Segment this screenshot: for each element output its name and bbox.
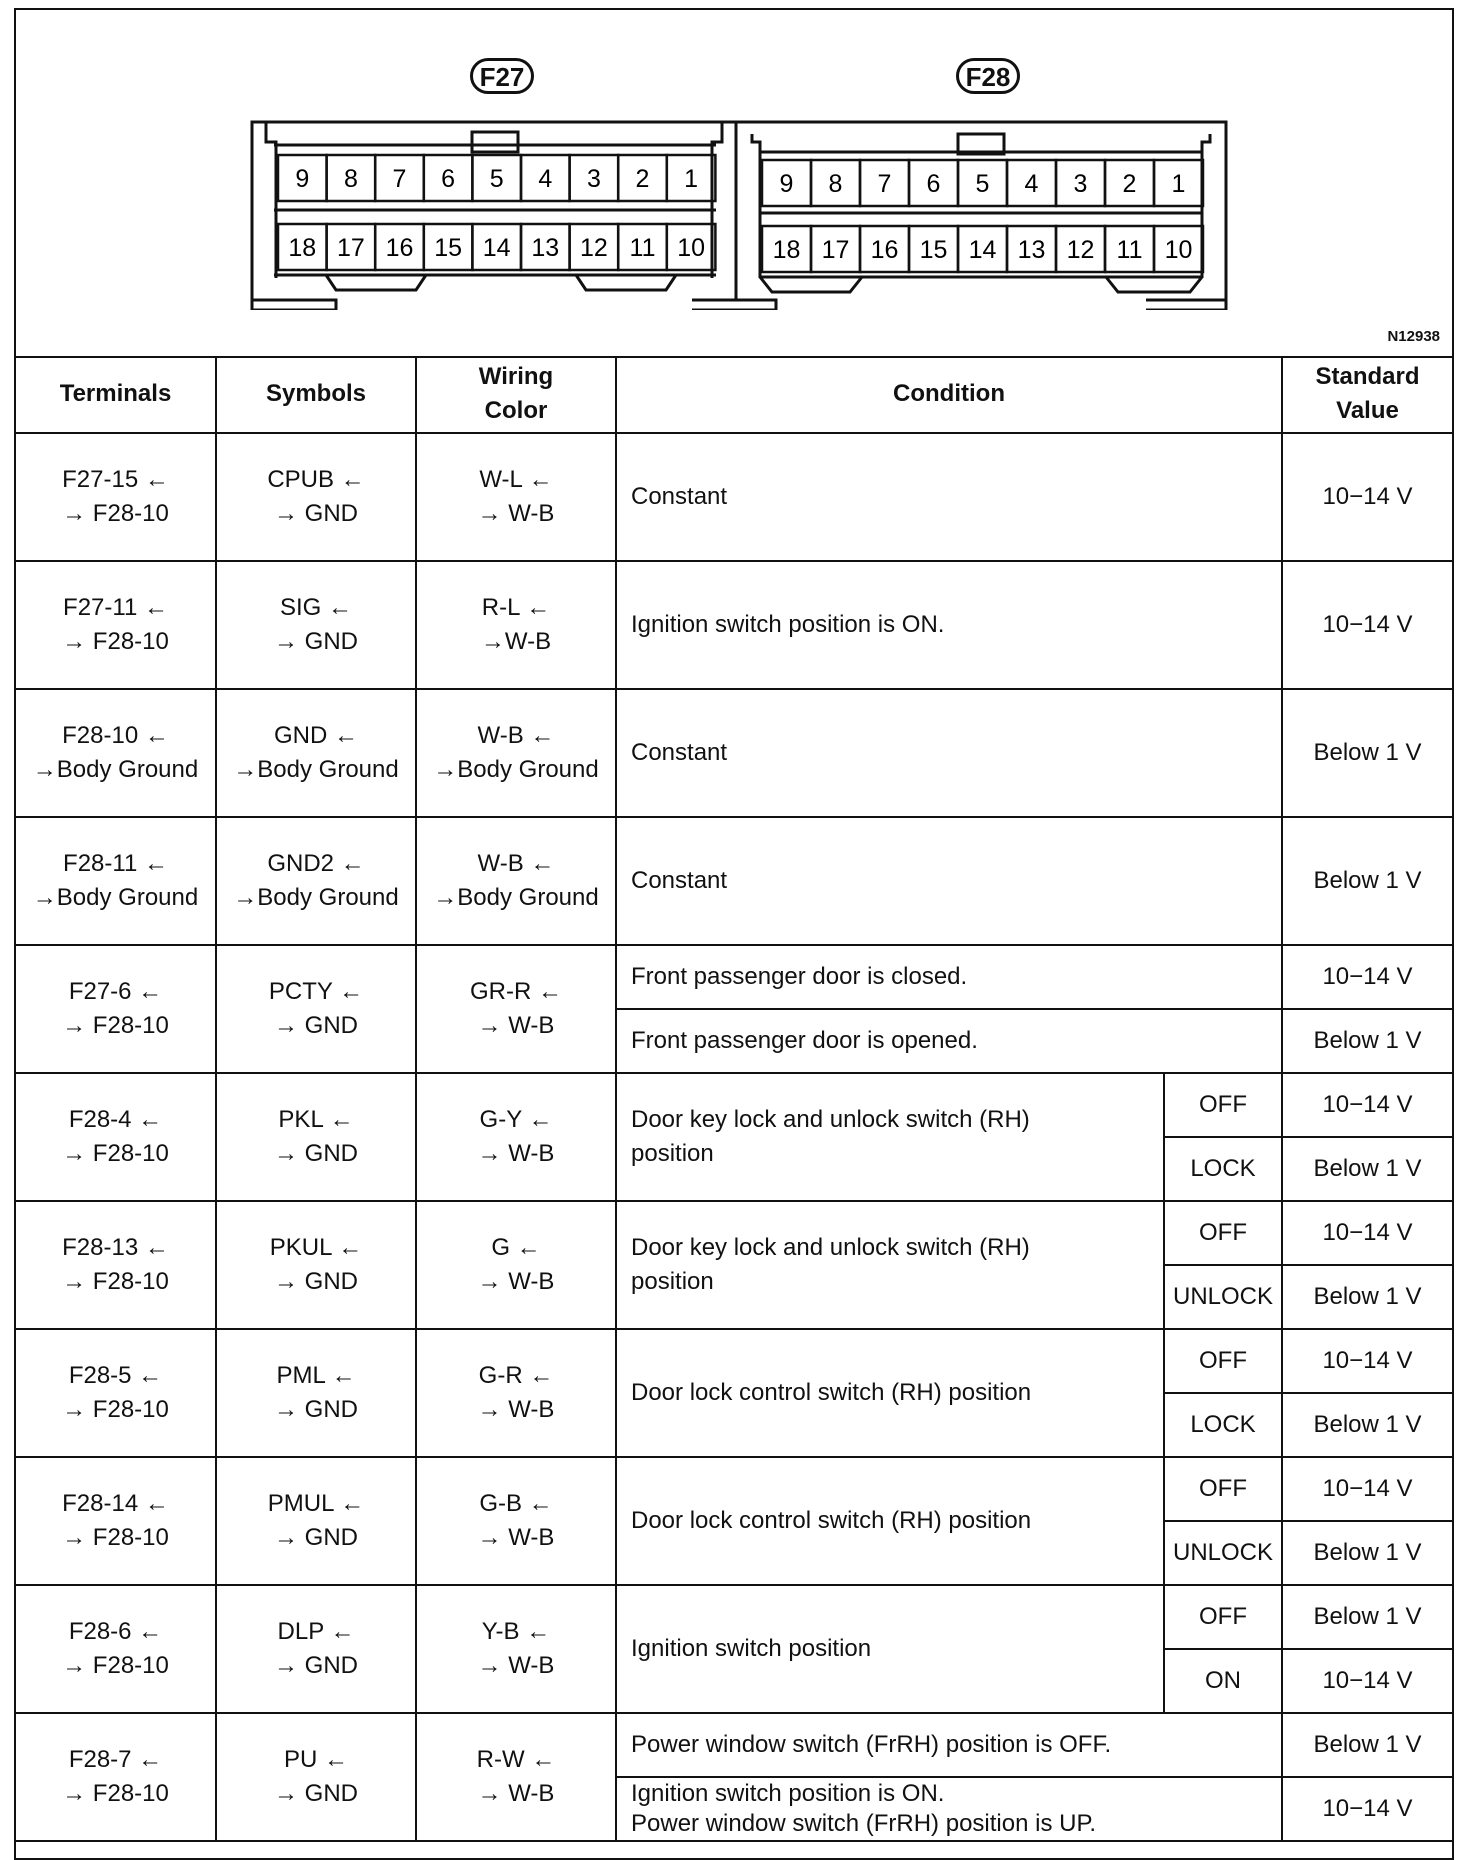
pin-number-bottom: 12 xyxy=(579,234,608,262)
standard-value-cell: 10−14 V xyxy=(1282,1073,1452,1137)
wiring-color-cell: W-L ← → W-B xyxy=(416,433,616,561)
connector-diagram xyxy=(16,10,1452,358)
pin-number-top: 4 xyxy=(538,165,553,193)
pin-number-top: 6 xyxy=(441,165,456,193)
pin-number-bottom: 14 xyxy=(968,236,997,264)
pin-number-top: 5 xyxy=(489,165,504,193)
condition-cell: Door lock control switch (RH) position xyxy=(616,1457,1164,1585)
pin-number-bottom: 11 xyxy=(629,234,656,262)
standard-value-cell: Below 1 V xyxy=(1282,817,1452,945)
pin-number-top: 6 xyxy=(926,170,941,198)
standard-value-cell: 10−14 V xyxy=(1282,1457,1452,1521)
standard-value-cell: Below 1 V xyxy=(1282,1393,1452,1457)
wiring-color-cell: G-R ← → W-B xyxy=(416,1329,616,1457)
standard-value-cell: 10−14 V xyxy=(1282,433,1452,561)
condition-cell: Ignition switch position xyxy=(616,1585,1164,1713)
terminal-cell: F28-7 ← → F28-10 xyxy=(16,1713,216,1841)
standard-value-cell: Below 1 V xyxy=(1282,1137,1452,1201)
pin-number-top: 4 xyxy=(1024,170,1039,198)
pin-number-bottom: 14 xyxy=(482,234,511,262)
terminal-cell: F28-11 ← →Body Ground xyxy=(16,817,216,945)
pin-number-bottom: 16 xyxy=(385,234,414,262)
pin-number-bottom: 17 xyxy=(821,236,850,264)
pin-number-bottom: 17 xyxy=(336,234,365,262)
pin-number-top: 1 xyxy=(1171,170,1186,198)
f28-pins xyxy=(762,160,1203,272)
condition-cell: Power window switch (FrRH) position is OFF. xyxy=(616,1713,1282,1777)
table-row xyxy=(16,1073,1452,1137)
symbol-cell: GND2 ← →Body Ground xyxy=(216,817,416,945)
condition-cell: Door lock control switch (RH) position xyxy=(616,1329,1164,1457)
pin-number-top: 3 xyxy=(586,165,601,193)
terminal-cell: F28-6 ← → F28-10 xyxy=(16,1585,216,1713)
table-header-row xyxy=(16,356,1452,433)
wiring-color-cell: G-B ← → W-B xyxy=(416,1457,616,1585)
pin-number-top: 9 xyxy=(295,165,310,193)
switch-state-cell: OFF xyxy=(1164,1073,1282,1137)
condition-cell: Front passenger door is opened. xyxy=(616,1009,1282,1073)
terminal-cell: F27-15 ← → F28-10 xyxy=(16,433,216,561)
switch-state-cell: OFF xyxy=(1164,1457,1282,1521)
standard-value-cell: 10−14 V xyxy=(1282,1329,1452,1393)
standard-value-cell: Below 1 V xyxy=(1282,1521,1452,1585)
header-symbols: Symbols xyxy=(216,356,416,433)
standard-value-cell: Below 1 V xyxy=(1282,1009,1452,1073)
pin-number-bottom: 13 xyxy=(1017,236,1046,264)
table-row xyxy=(16,1201,1452,1265)
symbol-cell: CPUB ← → GND xyxy=(216,433,416,561)
pin-number-top: 8 xyxy=(343,165,358,193)
table-row xyxy=(16,433,1452,561)
wiring-color-cell: G-Y ← → W-B xyxy=(416,1073,616,1201)
condition-cell: Constant xyxy=(616,817,1282,945)
wiring-color-cell: W-B ← →Body Ground xyxy=(416,689,616,817)
switch-state-cell: OFF xyxy=(1164,1585,1282,1649)
standard-value-cell: 10−14 V xyxy=(1282,945,1452,1009)
symbol-cell: PMUL ← → GND xyxy=(216,1457,416,1585)
standard-value-cell: Below 1 V xyxy=(1282,689,1452,817)
figure-code: N12938 xyxy=(1387,328,1440,345)
switch-state-cell: LOCK xyxy=(1164,1393,1282,1457)
wiring-color-cell: GR-R ← → W-B xyxy=(416,945,616,1073)
table-row xyxy=(16,945,1452,1009)
connector-drawing xyxy=(16,10,1456,310)
switch-state-cell: OFF xyxy=(1164,1201,1282,1265)
header-terminals: Terminals xyxy=(16,356,216,433)
connector-f27-shape xyxy=(252,122,776,310)
terminal-cell: F28-10 ← →Body Ground xyxy=(16,689,216,817)
symbol-cell: SIG ← → GND xyxy=(216,561,416,689)
pin-number-top: 5 xyxy=(975,170,990,198)
switch-state-cell: OFF xyxy=(1164,1329,1282,1393)
pin-number-bottom: 13 xyxy=(531,234,560,262)
table-row xyxy=(16,689,1452,817)
terminal-cell: F27-6 ← → F28-10 xyxy=(16,945,216,1073)
symbol-cell: PU ← → GND xyxy=(216,1713,416,1841)
terminal-cell: F27-11 ← → F28-10 xyxy=(16,561,216,689)
symbol-cell: PCTY ← → GND xyxy=(216,945,416,1073)
pin-number-bottom: 18 xyxy=(772,236,801,264)
pin-number-top: 3 xyxy=(1073,170,1088,198)
pin-number-bottom: 12 xyxy=(1066,236,1095,264)
connector-label-f28: F28 xyxy=(956,58,1020,94)
pin-number-bottom: 18 xyxy=(288,234,317,262)
wiring-color-cell: W-B ← →Body Ground xyxy=(416,817,616,945)
condition-cell: Ignition switch position is ON. xyxy=(616,561,1282,689)
f27-pins xyxy=(278,155,715,270)
table-row xyxy=(16,561,1452,689)
condition-cell: Door key lock and unlock switch (RH) position xyxy=(616,1073,1164,1201)
table-row xyxy=(16,1585,1452,1649)
wiring-color-cell: R-L ← →W-B xyxy=(416,561,616,689)
header-wiring-color: Wiring Color xyxy=(416,356,616,433)
standard-value-cell: 10−14 V xyxy=(1282,561,1452,689)
standard-value-cell: Below 1 V xyxy=(1282,1585,1452,1649)
condition-cell: Constant xyxy=(616,689,1282,817)
table-row xyxy=(16,1457,1452,1521)
header-condition: Condition xyxy=(616,356,1282,433)
standard-value-cell: Below 1 V xyxy=(1282,1265,1452,1329)
switch-state-cell: UNLOCK xyxy=(1164,1265,1282,1329)
wiring-color-cell: R-W ← → W-B xyxy=(416,1713,616,1841)
symbol-cell: PKL ← → GND xyxy=(216,1073,416,1201)
switch-state-cell: ON xyxy=(1164,1649,1282,1713)
terminal-cell: F28-13 ← → F28-10 xyxy=(16,1201,216,1329)
terminal-cell: F28-4 ← → F28-10 xyxy=(16,1073,216,1201)
pin-number-bottom: 11 xyxy=(1116,236,1143,264)
terminal-cell: F28-14 ← → F28-10 xyxy=(16,1457,216,1585)
pin-number-bottom: 15 xyxy=(919,236,948,264)
symbol-cell: GND ← →Body Ground xyxy=(216,689,416,817)
pin-number-bottom: 10 xyxy=(677,234,706,262)
symbol-cell: PML ← → GND xyxy=(216,1329,416,1457)
document-frame xyxy=(14,8,1454,1860)
standard-value-cell: Below 1 V xyxy=(1282,1713,1452,1777)
table-row xyxy=(16,1713,1452,1777)
wiring-color-cell: Y-B ← → W-B xyxy=(416,1585,616,1713)
pin-number-bottom: 16 xyxy=(870,236,899,264)
header-standard-value: Standard Value xyxy=(1282,356,1452,433)
pin-number-top: 9 xyxy=(779,170,794,198)
pin-number-top: 2 xyxy=(1122,170,1137,198)
pin-number-top: 2 xyxy=(635,165,650,193)
table-row xyxy=(16,817,1452,945)
connector-f28-shape xyxy=(736,122,1226,310)
terminal-cell: F28-5 ← → F28-10 xyxy=(16,1329,216,1457)
standard-value-cell: 10−14 V xyxy=(1282,1201,1452,1265)
standard-value-cell: 10−14 V xyxy=(1282,1777,1452,1841)
table-row xyxy=(16,1329,1452,1393)
pin-number-bottom: 15 xyxy=(434,234,463,262)
condition-cell: Door key lock and unlock switch (RH) position xyxy=(616,1201,1164,1329)
pin-number-top: 7 xyxy=(392,165,407,193)
symbol-cell: DLP ← → GND xyxy=(216,1585,416,1713)
standard-value-cell: 10−14 V xyxy=(1282,1649,1452,1713)
pin-number-bottom: 10 xyxy=(1164,236,1193,264)
pin-number-top: 1 xyxy=(684,165,699,193)
condition-cell: Constant xyxy=(616,433,1282,561)
switch-state-cell: UNLOCK xyxy=(1164,1521,1282,1585)
connector-label-f27: F27 xyxy=(470,58,534,94)
symbol-cell: PKUL ← → GND xyxy=(216,1201,416,1329)
wiring-color-cell: G ← → W-B xyxy=(416,1201,616,1329)
condition-cell: Front passenger door is closed. xyxy=(616,945,1282,1009)
pin-number-top: 8 xyxy=(828,170,843,198)
switch-state-cell: LOCK xyxy=(1164,1137,1282,1201)
condition-cell: Ignition switch position is ON. Power window switch (FrRH) position is UP. xyxy=(616,1777,1282,1841)
pin-number-top: 7 xyxy=(877,170,892,198)
terminal-inspection-table xyxy=(16,356,1452,1842)
